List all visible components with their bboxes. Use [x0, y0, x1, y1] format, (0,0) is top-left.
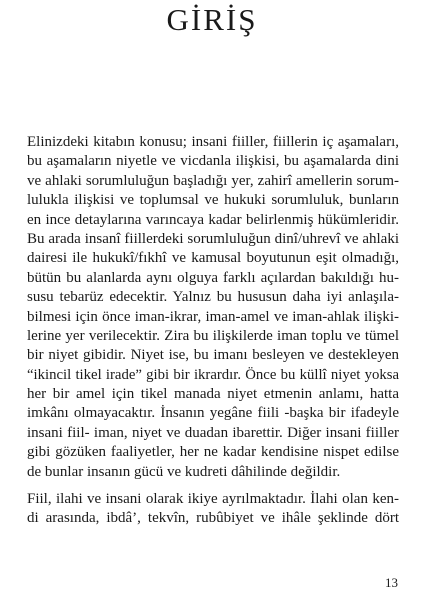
- text-line: imkânı olmayacaktır. İnsanın yegâne fiili -başka bir ifadeyle: [27, 405, 399, 422]
- body-text: [27, 133, 399, 529]
- text-line: di arasında, ibdâ’, tekvîn, rubûbiyet ve ihâle şeklinde dört: [27, 510, 399, 527]
- text-line: dairesi ile hukukî/fıkhî ve kamusal boyutunun eşit olmadığı,: [27, 250, 399, 267]
- text-line: bu aşamaların niyetle ve vicdanla ilişkisi, bu aşamalarda dini: [27, 153, 399, 170]
- text-line: de bunlar insanın gücü ve kudreti dâhilinde değildir.: [27, 463, 341, 480]
- text-line: bir niyet gibidir. Niyet ise, bu imanı besleyen ve destekleyen: [27, 347, 399, 364]
- text-line: Elinizdeki kitabın konusu; insani fiiller, fiillerin iç aşamaları,: [27, 134, 399, 150]
- paragraph-1: [27, 133, 399, 482]
- text-line: “ikincil tikel irade” gibi bir ikrardır. Önce bu küllî niyet yoksa: [27, 366, 399, 383]
- text-line: gibi gözüken faaliyetler, her ne kadar kendisine nispet edilse: [27, 444, 399, 461]
- page-number: 13: [385, 575, 398, 590]
- paragraph-2: [27, 490, 399, 529]
- text-line: bütün bu alanlarda aynı olguya farklı açılardan bakıldığı hu-: [27, 269, 399, 286]
- text-line: insani fiil- iman, niyet ve duadan ibarettir. Diğer insani fiiller: [27, 424, 399, 441]
- text-line: susu tebarüz edecektir. Yalnız bu hususun daha iyi anlaşıla-: [27, 289, 399, 306]
- text-line: Fiil, ilahi ve insani olarak ikiye ayrılmaktadır. İlahi olan ken-: [27, 491, 399, 508]
- text-line: lulukla ilişkisi ve toplumsal ve hukuki sorumluluk, bunların: [27, 192, 399, 209]
- chapter-title: GİRİŞ: [166, 2, 258, 37]
- text-line: bilmesi için önce iman-ikrar, iman-amel ve iman-ahlak ilişki-: [27, 308, 399, 325]
- text-line: her bir amel için tikel manada niyet etmenin anlamı, hatta: [27, 386, 399, 403]
- text-line: Bu arada insanî fiillerdeki sorumluluğun dinî/uhrevî ve ahlaki: [27, 230, 399, 247]
- text-line: en ince detaylarına varıncaya kadar belirlenmiş hükümleridir.: [27, 211, 399, 228]
- text-line: ve ahlaki sorumluluğun başladığı yer, zahirî amellerin sorum-: [27, 172, 399, 189]
- text-line: lerine yer verilecektir. Zira bu ilişkilerde iman toplu ve tümel: [27, 327, 399, 344]
